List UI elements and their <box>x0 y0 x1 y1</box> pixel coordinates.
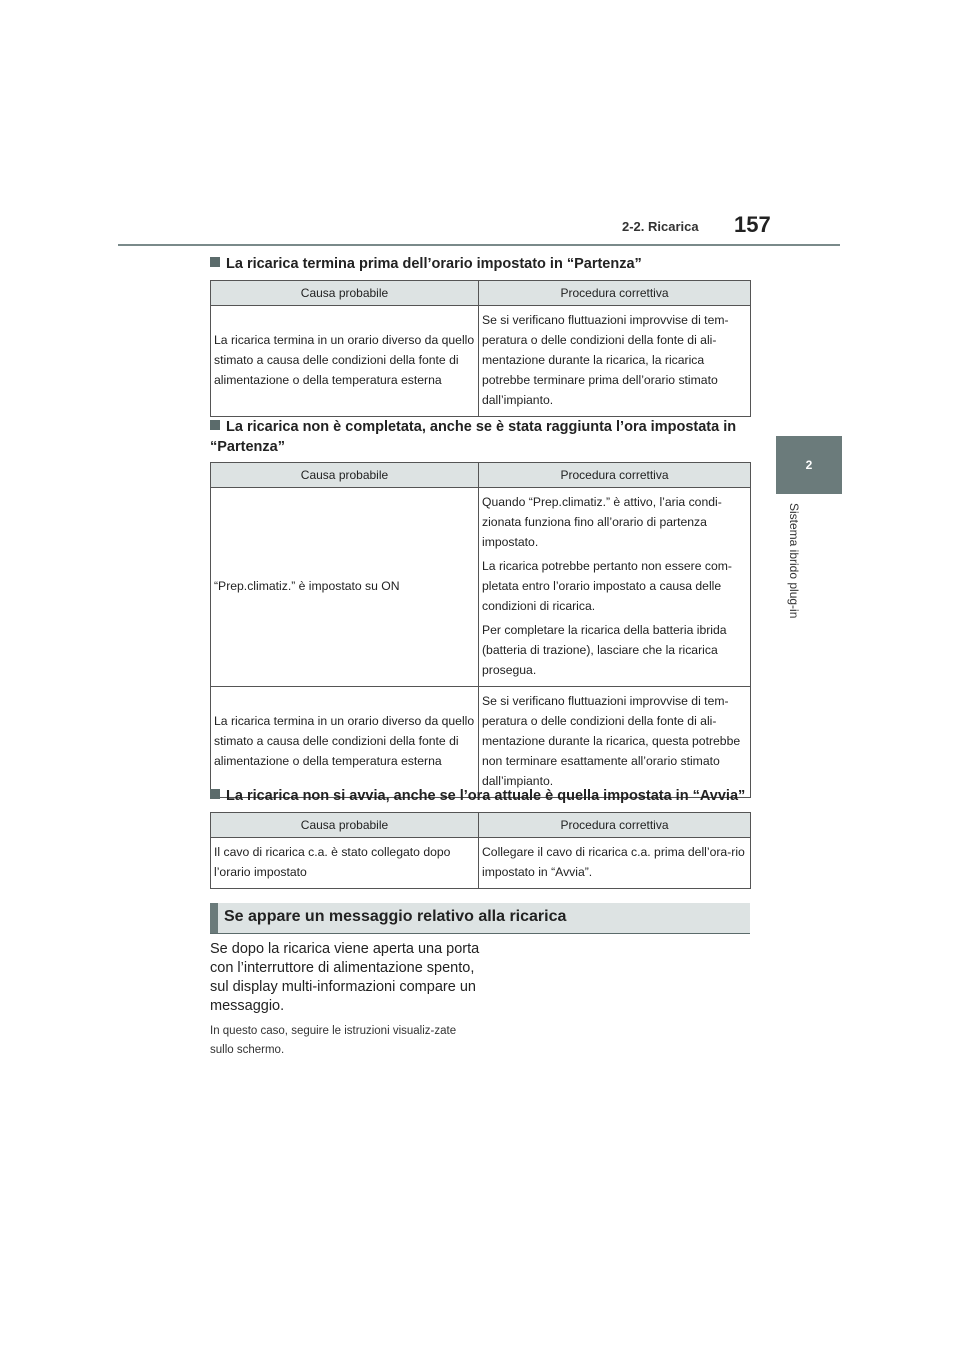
cause-remedy-table <box>210 280 751 417</box>
table-header-row <box>211 281 751 306</box>
banner-title: Se appare un messaggio relativo alla ricarica <box>224 908 567 925</box>
table-row <box>211 687 751 798</box>
column-header-remedy: Procedura correttiva <box>479 463 751 488</box>
cause-cell: La ricarica termina in un orario diverso da quello stimato a causa delle condizioni della fonte di alimentazione o della temperatura esterna <box>211 306 479 417</box>
cause-cell: “Prep.climatiz.” è impostato su ON <box>211 488 479 687</box>
cause-remedy-table <box>210 462 751 798</box>
remedy-text: Collegare il cavo di ricarica c.a. prima dell’ora-rio impostato in “Avvia”. <box>482 845 745 879</box>
remedy-text: Se si verificano fluttuazioni improvvise di tem-peratura o delle condizioni della fonte di ali-mentazione durante la ricarica, la ricarica potrebbe terminare prima dell’orario stimato dall’impianto. <box>482 313 729 407</box>
section-heading-text: La ricarica non si avvia, anche se l’ora attuale è quella impostata in “Avvia” <box>226 788 746 804</box>
remedy-text: Per completare la ricarica della batteria ibrida (batteria di trazione), lasciare che la ricarica prosegua. <box>482 623 727 677</box>
cause-cell: La ricarica termina in un orario diverso da quello stimato a causa delle condizioni della fonte di alimentazione o della temperatura esterna <box>211 687 479 798</box>
square-bullet-icon <box>210 420 220 430</box>
banner-accent-bar <box>210 903 218 933</box>
section-heading <box>210 786 750 806</box>
remedy-cell <box>479 838 751 889</box>
remedy-text: La ricarica potrebbe pertanto non essere com-pletata entro l’orario impostato a causa delle condizioni di ricarica. <box>482 559 732 613</box>
chapter-number: 2 <box>805 458 813 472</box>
column-header-remedy: Procedura correttiva <box>479 813 751 838</box>
header-divider <box>118 244 840 246</box>
chapter-title: Sistema ibrido plug-in <box>787 503 801 619</box>
section-heading <box>210 254 750 274</box>
remedy-cell <box>479 687 751 798</box>
remedy-text: Quando “Prep.climatiz.” è attivo, l’aria condi-zionata funziona fino all’orario di partenza impostato. <box>482 495 722 549</box>
table-row <box>211 488 751 687</box>
cause-remedy-table <box>210 812 751 889</box>
section-heading-text: La ricarica termina prima dell’orario impostato in “Partenza” <box>226 256 642 272</box>
square-bullet-icon <box>210 257 220 267</box>
table-row <box>211 838 751 889</box>
section-banner <box>210 903 750 934</box>
square-bullet-icon <box>210 789 220 799</box>
body-paragraph: Se dopo la ricarica viene aperta una porta con l’interruttore di alimentazione spento, sul display multi-informazioni compare un messaggio. <box>210 941 480 1014</box>
table-header-row <box>211 813 751 838</box>
chapter-tab <box>776 436 842 494</box>
page-number: 157 <box>734 212 771 237</box>
column-header-cause: Causa probabile <box>211 813 479 838</box>
section-label: 2-2. Ricarica <box>622 219 699 234</box>
table-row <box>211 306 751 417</box>
cause-cell: Il cavo di ricarica c.a. è stato collegato dopo l’orario impostato <box>211 838 479 889</box>
remedy-cell <box>479 306 751 417</box>
section-heading-text: La ricarica non è completata, anche se è stata raggiunta l’ora impostata in “Partenza” <box>210 419 737 455</box>
note-paragraph: In questo caso, seguire le istruzioni visualiz-zate sullo schermo. <box>210 1025 457 1056</box>
remedy-text: Se si verificano fluttuazioni improvvise di tem-peratura o delle condizioni della fonte di ali-mentazione durante la ricarica, questa potrebbe non terminare esattamente all’orario stimato dall’impianto. <box>482 694 741 788</box>
column-header-remedy: Procedura correttiva <box>479 281 751 306</box>
remedy-cell <box>479 488 751 687</box>
column-header-cause: Causa probabile <box>211 463 479 488</box>
table-header-row <box>211 463 751 488</box>
column-header-cause: Causa probabile <box>211 281 479 306</box>
section-heading <box>210 417 750 457</box>
